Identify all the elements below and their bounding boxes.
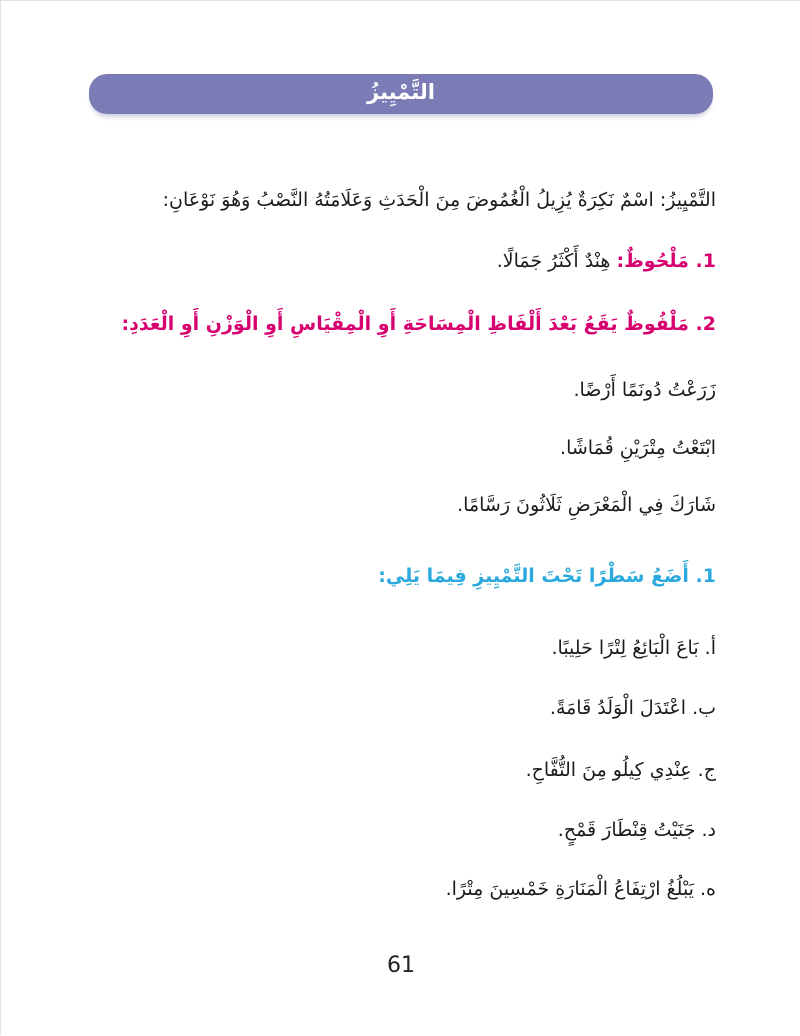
example-line-1: زَرَعْتُ دُونَمًا أَرْضًا. <box>573 379 716 401</box>
type2-line: 2. مَلْفُوظٌ يَقَعُ بَعْدَ أَلْفَاظِ الْمِسَاحَةِ أَوِ الْمِقْيَاسِ أَوِ الْوَزْنِ أَوِ الْعَدَدِ: <box>121 313 716 335</box>
definition-text: التَّمْيِيزُ: اسْمٌ نَكِرَةٌ يُزِيلُ الْغُمُوضَ مِنَ الْحَدَثِ وَعَلَامَتُهُ النَّصْبُ وَهُوَ نَوْعَانِ: <box>162 189 716 211</box>
document-page <box>1 1 800 1036</box>
exercise-item-d: د. جَنَيْتُ قِنْطَارَ قَمْحٍ. <box>557 819 716 841</box>
example-line-3: شَارَكَ فِي الْمَعْرَضِ ثَلَاثُونَ رَسَّامًا. <box>457 494 716 516</box>
exercise-heading: 1. أَضَعُ سَطْرًا تَحْتَ التَّمْيِيزِ فِيمَا يَلِي: <box>378 565 716 587</box>
exercise-item-b: ب. اعْتَدَلَ الْوَلَدُ قَامَةً. <box>549 697 716 719</box>
page-number: 61 <box>387 953 415 978</box>
type1-label: 1. مَلْحُوظٌ: <box>616 250 716 272</box>
exercise-item-e: ه. يَبْلُغُ ارْتِفَاعُ الْمَنَارَةِ خَمْسِينَ مِتْرًا. <box>445 878 716 900</box>
exercise-item-a: أ. بَاعَ الْبَائِعُ لِتْرًا حَلِيبًا. <box>551 637 716 659</box>
type1-example: هِنْدٌ أَكْثَرُ جَمَالًا. <box>496 250 617 272</box>
type1-line <box>61 244 716 278</box>
example-line-2: ابْتَعْتُ مِتْرَيْنِ قُمَاشًا. <box>560 437 716 459</box>
exercise-item-c: ج. عِنْدِي كِيلُو مِنَ التُّفَّاحِ. <box>525 759 716 781</box>
title-banner <box>89 74 713 114</box>
page-title: التَّمْيِيزُ <box>367 79 435 104</box>
